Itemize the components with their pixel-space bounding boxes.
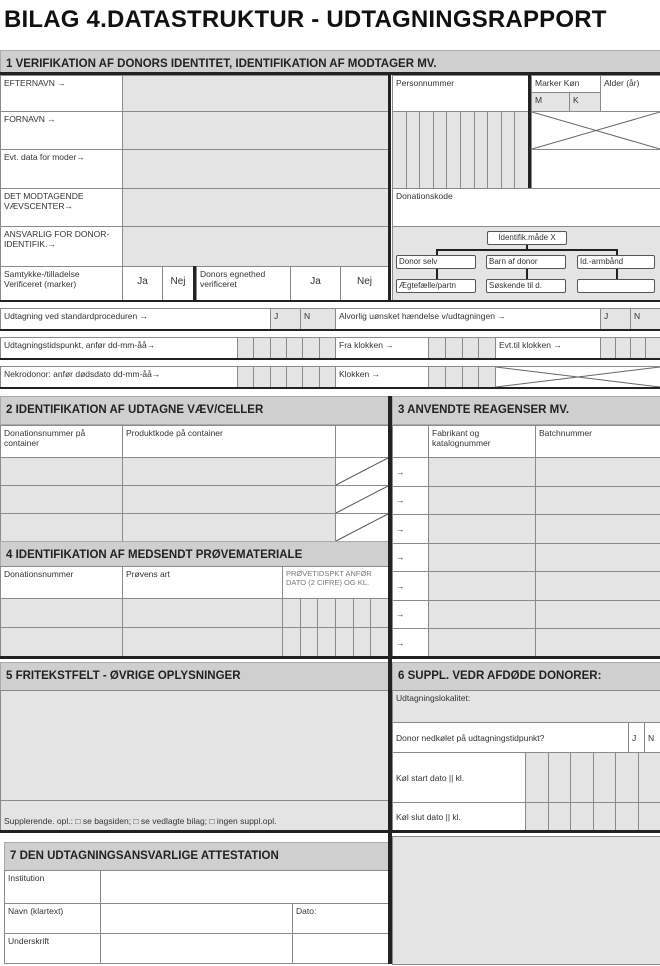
donationsnummer-field[interactable] bbox=[0, 627, 123, 657]
divider-line bbox=[436, 249, 438, 255]
dodsdato-digit[interactable] bbox=[319, 366, 336, 388]
divider-line bbox=[528, 75, 531, 188]
batchnummer-field[interactable] bbox=[535, 600, 660, 630]
dodsdato-digit[interactable] bbox=[302, 366, 319, 388]
personnummer-digit[interactable] bbox=[474, 111, 489, 189]
fra-klokken-digit[interactable] bbox=[462, 337, 480, 359]
cross-mark-icon bbox=[496, 367, 660, 387]
blank-cell bbox=[392, 425, 429, 458]
donationskode-field[interactable]: Donationskode bbox=[392, 188, 660, 227]
arrow-icon: → bbox=[392, 571, 429, 601]
fabrikant-field[interactable] bbox=[428, 628, 536, 658]
label-fornavn: FORNAVN → bbox=[0, 111, 123, 150]
fabrikant-field[interactable] bbox=[428, 486, 536, 516]
slashed-cell bbox=[335, 513, 389, 542]
label-personnummer: Personnummer bbox=[392, 75, 529, 112]
arrow-icon: → bbox=[392, 628, 429, 658]
ansvarlig-field[interactable] bbox=[122, 226, 389, 267]
provetidspkt-digit[interactable] bbox=[317, 598, 336, 628]
label-donationsnummer: Donationsnummer på container bbox=[0, 425, 123, 458]
egnethed-nej-checkbox[interactable]: Nej bbox=[340, 266, 389, 301]
label-nedkolet: Donor nedkølet på udtagningstidpunkt? bbox=[392, 722, 629, 753]
label-institution: Institution bbox=[4, 870, 101, 904]
provetidspkt-digit[interactable] bbox=[300, 598, 319, 628]
egnethed-ja-checkbox[interactable]: Ja bbox=[290, 266, 341, 301]
option-donor-selv[interactable]: Donor selv bbox=[396, 255, 476, 269]
fra-klokken-digit[interactable] bbox=[445, 337, 463, 359]
efternavn-field[interactable] bbox=[122, 75, 389, 112]
alvorlig-n-checkbox[interactable]: N bbox=[630, 308, 660, 330]
kol-start-digit[interactable] bbox=[570, 752, 594, 803]
personnummer-digit[interactable] bbox=[460, 111, 475, 189]
option-soskende[interactable]: Søskende til d. bbox=[486, 279, 566, 293]
dodsdato-digit[interactable] bbox=[237, 366, 254, 388]
divider-line bbox=[0, 358, 660, 360]
personnummer-digit[interactable] bbox=[446, 111, 461, 189]
option-barn-af-donor[interactable]: Barn af donor bbox=[486, 255, 566, 269]
label-produktkode: Produktkode på container bbox=[122, 425, 336, 458]
label-provetidspkt: PRØVETIDSPKT ANFØR DATO (2 CIFRE) OG KL. bbox=[282, 566, 389, 599]
label-nekrodonor: Nekrodonor: anfør dødsdato dd-mm-åå→ bbox=[0, 366, 238, 388]
label-kol-slut: Køl slut dato || kl. bbox=[392, 802, 526, 831]
provetidspkt-digit[interactable] bbox=[282, 627, 301, 657]
personnummer-digit[interactable] bbox=[514, 111, 529, 189]
donationsnummer-field[interactable] bbox=[0, 485, 123, 514]
divider-line bbox=[0, 830, 660, 833]
produktkode-field[interactable] bbox=[122, 485, 336, 514]
label-provens-art: Prøvens art bbox=[122, 566, 283, 599]
produktkode-field[interactable] bbox=[122, 513, 336, 542]
label-egnethed: Donors egnethed verificeret bbox=[196, 266, 291, 301]
section-4-header: 4 IDENTIFIKATION AF MEDSENDT PRØVEMATERIALE bbox=[0, 541, 389, 567]
label-evt_mor: Evt. data for moder→ bbox=[0, 149, 123, 189]
dato-field[interactable]: Dato: bbox=[292, 903, 389, 934]
divider-line bbox=[388, 75, 391, 301]
divider-line bbox=[0, 656, 660, 659]
fra-klokken-digit[interactable] bbox=[428, 337, 446, 359]
divider-line bbox=[0, 300, 660, 302]
arrow-icon: → bbox=[392, 600, 429, 630]
divider-line bbox=[193, 266, 196, 300]
fabrikant-field[interactable] bbox=[428, 543, 536, 573]
blank-cell bbox=[292, 933, 389, 964]
provens-art-field[interactable] bbox=[122, 598, 283, 628]
kol-start-digit[interactable] bbox=[615, 752, 639, 803]
samtykke-nej-checkbox[interactable]: Nej bbox=[162, 266, 194, 301]
arrow-icon: → bbox=[392, 457, 429, 487]
label-donationsnummer: Donationsnummer bbox=[0, 566, 123, 599]
option-aegtefaelle[interactable]: Ægtefælle/partn bbox=[396, 279, 476, 293]
batchnummer-field[interactable] bbox=[535, 543, 660, 573]
slash-mark-icon bbox=[336, 486, 388, 513]
fornavn-field[interactable] bbox=[122, 111, 389, 150]
udtagningslokalitet-field[interactable]: Udtagningslokalitet: bbox=[392, 690, 660, 723]
label-modtagende: DET MODTAGENDE VÆVSCENTER→ bbox=[0, 188, 123, 227]
batchnummer-field[interactable] bbox=[535, 514, 660, 544]
option-id-armband[interactable]: Id.-armbånd bbox=[577, 255, 655, 269]
label-klokken: Klokken → bbox=[335, 366, 429, 388]
label-fra-klokken: Fra klokken → bbox=[335, 337, 429, 359]
fabrikant-field[interactable] bbox=[428, 514, 536, 544]
divider-line bbox=[388, 396, 392, 964]
nedkolet-n-checkbox[interactable]: N bbox=[644, 722, 660, 753]
provetidspkt-digit[interactable] bbox=[353, 627, 372, 657]
kol-slut-digit[interactable] bbox=[570, 802, 594, 831]
provetidspkt-digit[interactable] bbox=[282, 598, 301, 628]
provetidspkt-digit[interactable] bbox=[335, 627, 354, 657]
label-evt-til-klokken: Evt.til klokken → bbox=[495, 337, 601, 359]
personnummer-digit[interactable] bbox=[433, 111, 448, 189]
label-kol-start: Køl start dato || kl. bbox=[392, 752, 526, 803]
slashed-cell bbox=[335, 485, 389, 514]
divider-line bbox=[0, 329, 660, 331]
section-3-header: 3 ANVENDTE REAGENSER MV. bbox=[392, 396, 660, 425]
produktkode-field[interactable] bbox=[122, 457, 336, 486]
section-5-header: 5 FRITEKSTFELT - ØVRIGE OPLYSNINGER bbox=[0, 662, 389, 691]
provetidspkt-digit[interactable] bbox=[370, 627, 389, 657]
kol-start-digit[interactable] bbox=[638, 752, 660, 803]
klokken-digit[interactable] bbox=[462, 366, 480, 388]
dodsdato-digit[interactable] bbox=[253, 366, 270, 388]
section-2-header: 2 IDENTIFIKATION AF UDTAGNE VÆV/CELLER bbox=[0, 396, 389, 425]
provetidspkt-digit[interactable] bbox=[353, 598, 372, 628]
underskrift-field[interactable] bbox=[100, 933, 293, 964]
alder-field[interactable]: Alder (år) bbox=[600, 75, 660, 112]
kol-slut-digit[interactable] bbox=[525, 802, 549, 831]
evt_mor-field[interactable] bbox=[122, 149, 389, 189]
label-alvorlig: Alvorlig uønsket hændelse v/udtagningen → bbox=[335, 308, 601, 330]
label-efternavn: EFTERNAVN → bbox=[0, 75, 123, 112]
slash-mark-icon bbox=[336, 458, 388, 485]
crossed-out-box bbox=[531, 111, 660, 150]
personnummer-digit[interactable] bbox=[487, 111, 502, 189]
personnummer-digit[interactable] bbox=[501, 111, 516, 189]
til-klokken-digit[interactable] bbox=[615, 337, 631, 359]
blank-cell bbox=[335, 425, 389, 458]
tidspunkt-digit[interactable] bbox=[270, 337, 287, 359]
alvorlig-j-checkbox[interactable]: J bbox=[600, 308, 631, 330]
provens-art-field[interactable] bbox=[122, 627, 283, 657]
personnummer-digit[interactable] bbox=[419, 111, 434, 189]
kol-start-digit[interactable] bbox=[593, 752, 617, 803]
personnummer-digit[interactable] bbox=[392, 111, 407, 189]
provetidspkt-digit[interactable] bbox=[300, 627, 319, 657]
klokken-digit[interactable] bbox=[428, 366, 446, 388]
label-tidspunkt: Udtagningstidspunkt, anfør dd-mm-åå→ bbox=[0, 337, 238, 359]
page-title: BILAG 4.DATASTRUKTUR - UDTAGNINGSRAPPORT bbox=[4, 6, 607, 33]
blank-area bbox=[392, 836, 660, 965]
batchnummer-field[interactable] bbox=[535, 571, 660, 601]
slashed-cell bbox=[335, 457, 389, 486]
provetidspkt-digit[interactable] bbox=[335, 598, 354, 628]
divider-line bbox=[616, 269, 618, 279]
modtagende-field[interactable] bbox=[122, 188, 389, 227]
slash-mark-icon bbox=[336, 514, 388, 541]
label-standard: Udtagning ved standardproceduren → bbox=[0, 308, 271, 330]
kol-slut-digit[interactable] bbox=[638, 802, 660, 831]
label-underskrift: Underskrift bbox=[4, 933, 101, 964]
donationsnummer-field[interactable] bbox=[0, 513, 123, 542]
dodsdato-digit[interactable] bbox=[286, 366, 303, 388]
tidspunkt-digit[interactable] bbox=[286, 337, 303, 359]
tidspunkt-digit[interactable] bbox=[253, 337, 270, 359]
kol-start-digit[interactable] bbox=[525, 752, 549, 803]
tidspunkt-digit[interactable] bbox=[237, 337, 254, 359]
standard-n-checkbox[interactable]: N bbox=[300, 308, 336, 330]
label-fabrikant: Fabrikant og katalognummer bbox=[428, 425, 536, 458]
kol-start-digit[interactable] bbox=[548, 752, 572, 803]
kon-m-checkbox[interactable]: M bbox=[531, 92, 570, 112]
section-7-header: 7 DEN UDTAGNINGSANSVARLIGE ATTESTATION bbox=[4, 842, 389, 871]
arrow-icon: → bbox=[392, 514, 429, 544]
tidspunkt-digit[interactable] bbox=[302, 337, 319, 359]
klokken-digit[interactable] bbox=[445, 366, 463, 388]
cross-mark-icon bbox=[532, 112, 660, 149]
option-blank[interactable] bbox=[577, 279, 655, 293]
batchnummer-field[interactable] bbox=[535, 457, 660, 487]
divider-line bbox=[616, 249, 618, 255]
batchnummer-field[interactable] bbox=[535, 628, 660, 658]
divider-line bbox=[0, 387, 660, 389]
crossed-out-box bbox=[495, 366, 660, 388]
fra-klokken-digit[interactable] bbox=[478, 337, 496, 359]
section-6-header: 6 SUPPL. VEDR AFDØDE DONORER: bbox=[392, 662, 660, 691]
label-ansvarlig: ANSVARLIG FOR DONOR-IDENTIFIK.→ bbox=[0, 226, 123, 267]
fabrikant-field[interactable] bbox=[428, 457, 536, 487]
label-marker-kon: Marker Køn bbox=[531, 75, 601, 112]
blank-cell bbox=[531, 149, 660, 189]
divider-line bbox=[436, 269, 438, 279]
klokken-digit[interactable] bbox=[478, 366, 496, 388]
label-samtykke: Samtykke-/tilladelse Verificeret (marker) bbox=[0, 266, 123, 301]
fabrikant-field[interactable] bbox=[428, 600, 536, 630]
nedkolet-j-checkbox[interactable]: J bbox=[628, 722, 645, 753]
supplerende-options[interactable]: Supplerende. opl.: □ se bagsiden; □ se vedlagte bilag; □ ingen suppl.opl. bbox=[0, 800, 389, 831]
divider-line bbox=[0, 72, 660, 75]
til-klokken-digit[interactable] bbox=[600, 337, 616, 359]
personnummer-digit[interactable] bbox=[406, 111, 421, 189]
label-navn: Navn (klartext) bbox=[4, 903, 101, 934]
til-klokken-digit[interactable] bbox=[645, 337, 660, 359]
donationsnummer-field[interactable] bbox=[0, 457, 123, 486]
divider-line bbox=[526, 245, 528, 250]
til-klokken-digit[interactable] bbox=[630, 337, 646, 359]
section-1-header: 1 VERIFIKATION AF DONORS IDENTITET, IDENTIFIKATION AF MODTAGER MV. bbox=[0, 50, 660, 75]
kon-k-checkbox[interactable]: K bbox=[569, 92, 601, 112]
kol-slut-digit[interactable] bbox=[593, 802, 617, 831]
kol-slut-digit[interactable] bbox=[548, 802, 572, 831]
navn-field[interactable] bbox=[100, 903, 293, 934]
fritekst-field[interactable] bbox=[0, 690, 389, 801]
batchnummer-field[interactable] bbox=[535, 486, 660, 516]
divider-line bbox=[526, 269, 528, 279]
tidspunkt-digit[interactable] bbox=[319, 337, 336, 359]
kol-slut-digit[interactable] bbox=[615, 802, 639, 831]
label-batchnummer: Batchnummer bbox=[535, 425, 660, 458]
fabrikant-field[interactable] bbox=[428, 571, 536, 601]
institution-field[interactable] bbox=[100, 870, 389, 904]
provetidspkt-digit[interactable] bbox=[317, 627, 336, 657]
arrow-icon: → bbox=[392, 486, 429, 516]
identifik-made-box[interactable]: Identifik.måde X bbox=[487, 231, 567, 245]
standard-j-checkbox[interactable]: J bbox=[270, 308, 301, 330]
dodsdato-digit[interactable] bbox=[270, 366, 287, 388]
donationsnummer-field[interactable] bbox=[0, 598, 123, 628]
provetidspkt-digit[interactable] bbox=[370, 598, 389, 628]
arrow-icon: → bbox=[392, 543, 429, 573]
samtykke-ja-checkbox[interactable]: Ja bbox=[122, 266, 163, 301]
